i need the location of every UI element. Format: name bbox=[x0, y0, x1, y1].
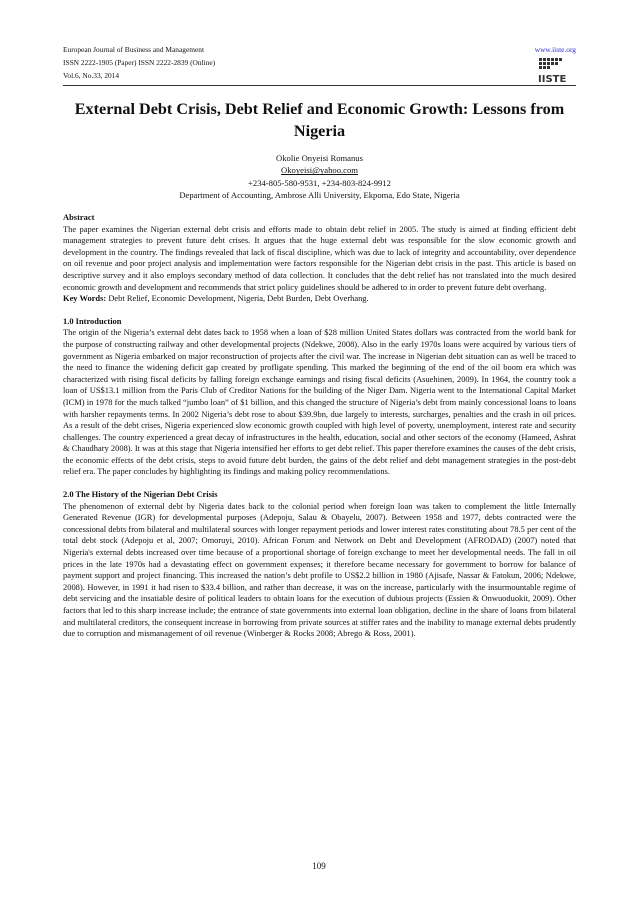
keywords-line bbox=[63, 293, 576, 305]
author-block bbox=[63, 152, 576, 202]
issn-line: ISSN 2222-1905 (Paper) ISSN 2222-2839 (Online) bbox=[63, 58, 216, 67]
author-name: Okolie Onyeisi Romanus bbox=[276, 153, 363, 163]
section-1-text: The origin of the Nigeria’s external debt dates back to 1958 when a loan of $28 million United States dollars was contracted from the world bank for the purpose of constructing railway and other developmental projects (Ndekwe, 2008). Also in the early 1970s loans were acquired by various tiers of government as Nigeria embarked on major reconstruction of projects after the civil war. The increase in Nigerian debt situation can as well be traced to the need to finance the widening deficit gap created by profligate spending. This marked the beginning of the end of the oil boom era which was characterized with rising fiscal deficits by falling foreign exchange earnings and rising fiscal deficits (Asuehinen, 2009). In 1964, the country took a loan of US$13.1 million from the Paris Club of Creditor Nations for the building of the Niger Dam. Nigeria went to the International Capital Market (ICM) in 1978 for the much talked “jumbo loan” of $1 billion, and this changed the structure of Nigeria’s debt from mainly concessional loans to loans with harsher repayments terms. In 2002 Nigeria’s debt rose to about $39.9bn, due largely to interests, surcharges, penalties and the crash in oil prices. As a result of the debt crises, Nigeria experienced slow economic growth coupled with high level of poverty, unemployment, interest rate and security challenges. The country experienced a great decay of infrastructures in the health, education, social and other sectors of the economy (Hameed, Ashrat & Chaudhary 2008). It was at this stage that Nigeria intensified her efforts to get debt relief. This paper therefore examines the causes of the debt crisis, the economic effects of the debt crisis, steps to avoid future debt burden, the gains of the debt relief and debt management strategies in the post-debt relief era. The paper concludes by highlighting its findings and making policy recommendations. bbox=[63, 327, 576, 477]
author-affiliation: Department of Accounting, Ambrose Alli University, Ekpoma, Edo State, Nigeria bbox=[179, 190, 460, 201]
abstract-heading: Abstract bbox=[63, 212, 95, 222]
iiste-logo bbox=[536, 56, 572, 86]
running-header bbox=[63, 43, 576, 82]
svg-text:IISTE: IISTE bbox=[538, 74, 567, 85]
volume-line: Vol.6, No.33, 2014 bbox=[63, 71, 120, 80]
keywords-label: Key Words: bbox=[63, 293, 107, 304]
section-1-heading: 1.0 Introduction bbox=[63, 315, 122, 326]
author-email-link[interactable]: Okoyeisi@yahoo.com bbox=[281, 165, 358, 176]
header-rule bbox=[63, 85, 576, 86]
journal-url-link[interactable]: www.iiste.org bbox=[534, 45, 576, 54]
journal-name: European Journal of Business and Management bbox=[63, 45, 205, 54]
keywords-text: Debt Relief, Economic Development, Nigeria, Debt Burden, Debt Overhang. bbox=[106, 293, 369, 304]
paper-title: External Debt Crisis, Debt Relief and Economic Growth: Lessons from Nigeria bbox=[74, 100, 565, 140]
author-phone: +234-805-580-9531, +234-803-824-9912 bbox=[248, 177, 391, 188]
abstract-text: The paper examines the Nigerian external debt crisis and efforts made to obtain debt relief in 2005. The study is aimed at finding efficient debt management strategies to prevent future debt crises. It argues that the huge external debt was responsible for the slow economic growth and development in the country. The findings revealed that lack of fiscal discipline, which was due to lack of integrity and accountability, over dependence on oil revenue and poor project analysis and implementation were factors responsible for the Nigerian debt crisis in the past. This article is based on descriptive survey and it also employs secondary method of data collection. It concludes that the debt relief has not translated into the much desired economic growth and development and recommends that strict policy guidelines should be adhered to in order to prevent future debt overhang. bbox=[63, 223, 576, 292]
paper-body bbox=[63, 212, 576, 640]
section-2-heading: 2.0 The History of the Nigerian Debt Crisis bbox=[63, 489, 218, 500]
section-2-text: The phenomenon of external debt by Nigeria dates back to the colonial period when foreign loan was taken to complement the little Internally Generated Revenue (IGR) for developmental purposes (Adepoju, Salau & Obayelu, 2007). Between 1958 and 1977, debts contracted were the concessional debts from bilateral and multilateral sources with longer repayment periods and lower interest rates constituting about 78.5 per cent of the total debt stock (Adepoju et al, 2007; Omoruyi, 2010). African Forum and Network on Debt and Development (AFRODAD) (2007) noted that Nigeria's external debts increased over time because of a proportional shortage of foreign exchange to meet her developmental needs. The fall in oil prices in the late 1970s had a devastating effect on government expenses; it therefore became necessary for government to borrow for balance of payment support and project financing. This increased the nation’s debt profile to US$2.2 billion in 1980 (Ajisafe, Nassar & Fatokun, 2006; Ndekwe, 2008). However, in 1991 it had risen to $33.4 billion, and rather than decrease, it was on the increase, particularly with the insurmountable regime of debt servicing and the insatiable desire of political leaders to obtain loans for the execution of dubious projects (Essien & Onwuoduokit, 2009). Other factors that led to this sharp increase include; the entrance of state governments into external loan obligation, decline in the share of loans from bilateral and multilateral creditors, the consequent increase in borrowing from private sources at stiffer rates and the inability to manage external debts prudently due to corruption and mismanagement of oil revenue (Winberger & Rocks 2008; Abrego & Ross, 2001). bbox=[63, 500, 576, 639]
page-number: 109 bbox=[312, 861, 326, 871]
